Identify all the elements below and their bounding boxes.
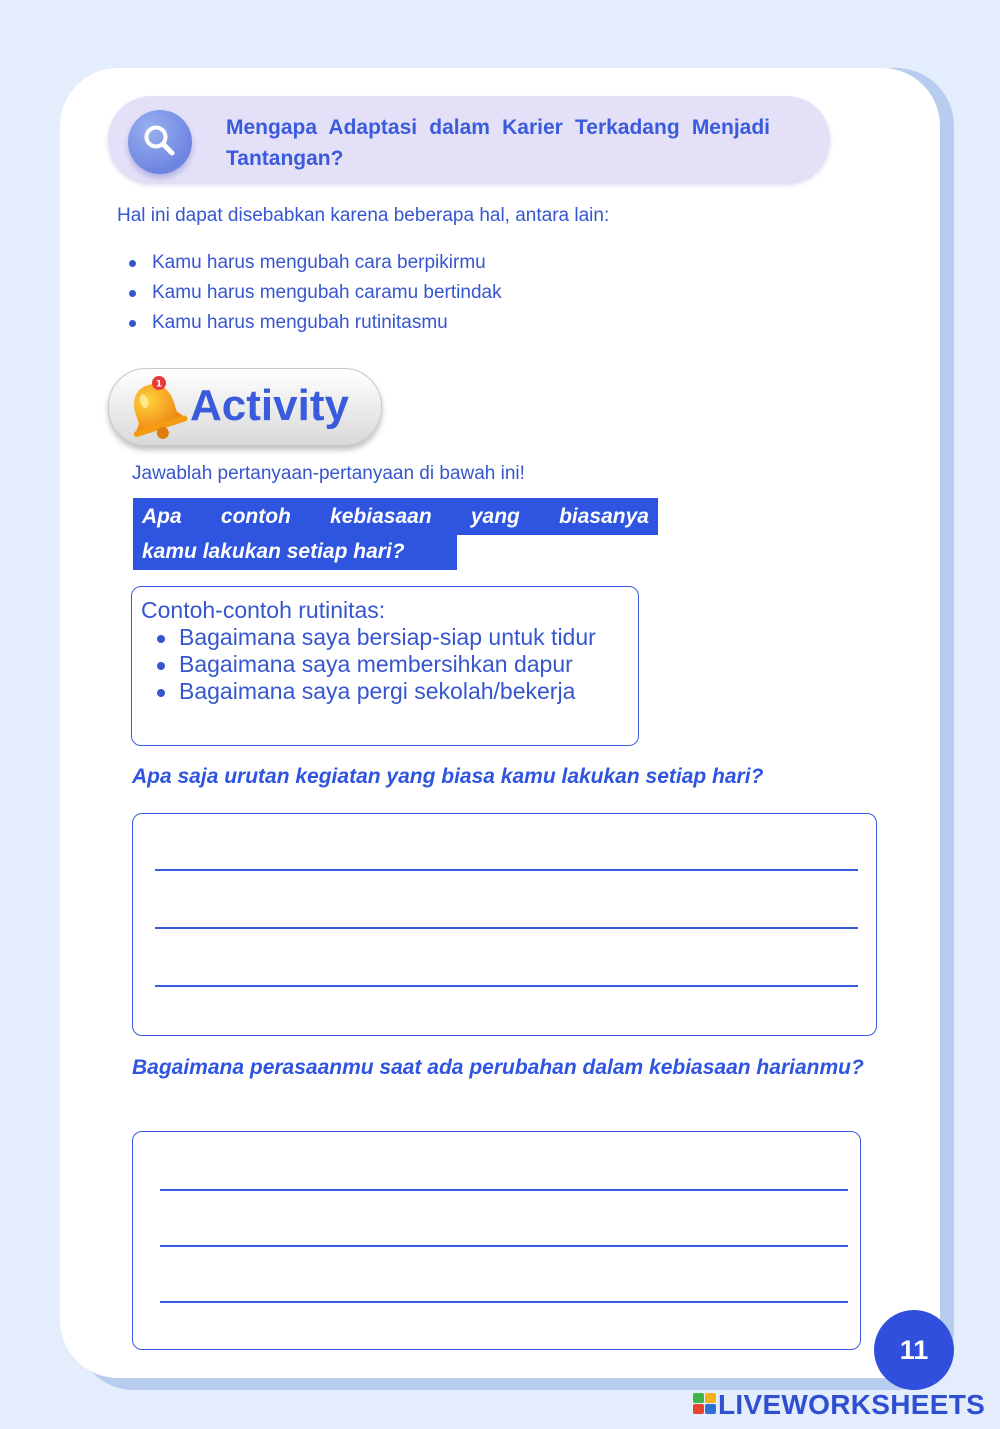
- bell-icon: [122, 374, 192, 444]
- reason-list: [128, 248, 502, 338]
- list-item: Bagaimana saya bersiap-siap untuk tidur: [141, 624, 630, 651]
- logo-tile: [693, 1404, 704, 1414]
- search-icon: [128, 110, 192, 174]
- answer-box-2[interactable]: [132, 1131, 861, 1350]
- section-title: Mengapa Adaptasi dalam Karier Terkadang Menjadi Tantangan?: [226, 116, 770, 170]
- list-item: Kamu harus mengubah rutinitasmu: [128, 308, 502, 338]
- answer-line[interactable]: [160, 1301, 848, 1303]
- answer-box-1[interactable]: [132, 813, 877, 1036]
- list-item: Kamu harus mengubah caramu bertindak: [128, 278, 502, 308]
- routine-list: [141, 624, 630, 705]
- question-word: Apa: [142, 504, 182, 528]
- question-1-line-1: [133, 498, 658, 535]
- question-3: Bagaimana perasaanmu saat ada perubahan dalam kebiasaan harianmu?: [132, 1056, 864, 1079]
- answer-line[interactable]: [160, 1245, 848, 1247]
- logo-tile: [705, 1393, 716, 1403]
- intro-text: Hal ini dapat disebabkan karena beberapa hal, antara lain:: [117, 205, 610, 226]
- answer-line[interactable]: [155, 927, 858, 929]
- question-1: [133, 498, 658, 570]
- question-2: Apa saja urutan kegiatan yang biasa kamu lakukan setiap hari?: [132, 765, 764, 788]
- routine-examples-title: Contoh-contoh rutinitas:: [141, 597, 386, 623]
- logo-tile: [693, 1393, 704, 1403]
- list-item: Kamu harus mengubah cara berpikirmu: [128, 248, 502, 278]
- list-item: Bagaimana saya pergi sekolah/bekerja: [141, 678, 630, 705]
- question-word: biasanya: [559, 504, 649, 528]
- question-word: yang: [470, 504, 520, 528]
- question-1-line-2: kamu lakukan setiap hari?: [133, 534, 457, 570]
- activity-label: Activity: [190, 381, 349, 430]
- answer-line[interactable]: [155, 869, 858, 871]
- list-item: Bagaimana saya membersihkan dapur: [141, 651, 630, 678]
- logo-tile: [705, 1404, 716, 1414]
- activity-instruction: Jawablah pertanyaan-pertanyaan di bawah ini!: [132, 463, 525, 484]
- page-number: 11: [874, 1310, 954, 1390]
- answer-line[interactable]: [155, 985, 858, 987]
- routine-examples-box: [131, 586, 639, 746]
- question-word: contoh: [220, 504, 291, 528]
- answer-line[interactable]: [160, 1189, 848, 1191]
- question-word: kebiasaan: [330, 504, 432, 528]
- svg-text:1: 1: [155, 379, 163, 390]
- liveworksheets-logo-icon: [693, 1393, 717, 1415]
- brand-name[interactable]: LIVEWORKSHEETS: [718, 1389, 986, 1420]
